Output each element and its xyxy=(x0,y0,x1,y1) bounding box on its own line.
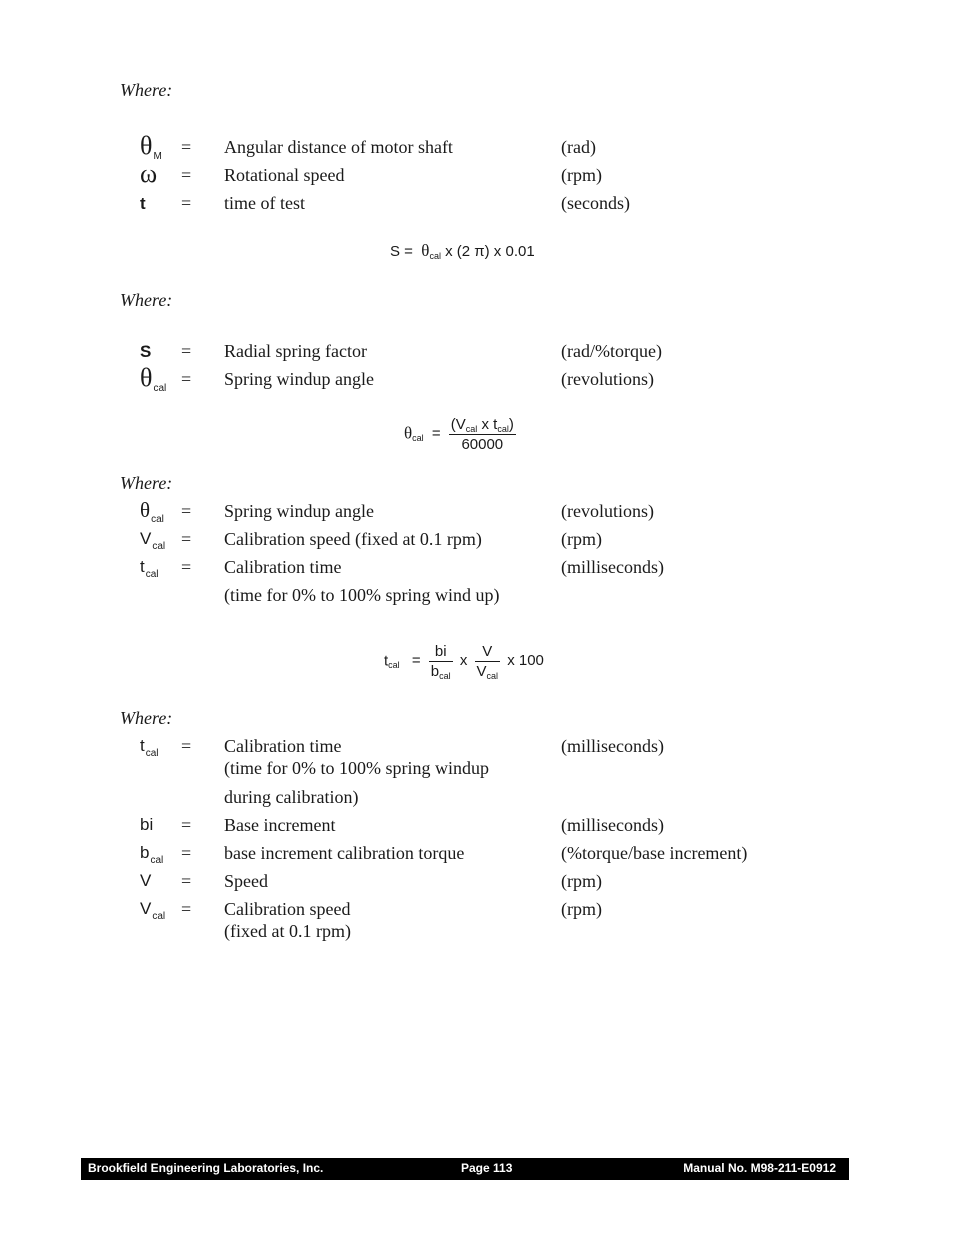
page-footer xyxy=(81,1158,849,1180)
fraction: $\frac{V}{V_{cal}}$ xyxy=(476,643,499,681)
unit-text: (revolutions) xyxy=(561,501,654,521)
where-label-2: Where: xyxy=(120,290,173,310)
definition-continuation: (time for 0% to 100% spring wind up) xyxy=(224,585,500,605)
definition-text: Calibration time xyxy=(224,557,342,577)
unit-text: (rad/%torque) xyxy=(561,341,662,361)
equals-sign: = xyxy=(181,341,192,361)
formula-spring-factor: $S = \theta_{cal}$ x (2 π) x 0.01 xyxy=(390,241,535,261)
equals-sign: = xyxy=(181,165,192,185)
definition-text: Calibration speed (fixed at 0.1 rpm) xyxy=(224,529,482,549)
where-label-4: Where: xyxy=(120,708,173,728)
fraction: $\frac{(V_{cal} x t_{cal})}{60000}$ xyxy=(450,416,514,453)
t-cal-symbol: $t_{cal}$ xyxy=(140,736,159,759)
footer-page-number: Page 113 xyxy=(461,1161,513,1175)
equals-sign: = xyxy=(181,193,192,213)
equals-sign: = xyxy=(181,557,192,577)
formula-calibration-time: $t_{cal}$ = $\frac{bi}{b_{cal}}$ x $\frac{V}{V_{cal}}$ x 100 xyxy=(384,643,544,681)
equals-sign: = xyxy=(181,501,192,521)
definition-continuation: (time for 0% to 100% spring windup xyxy=(224,758,489,778)
definition-text: Rotational speed xyxy=(224,165,345,185)
unit-text: (rpm) xyxy=(561,529,602,549)
unit-text: (milliseconds) xyxy=(561,557,664,577)
bi-symbol: bi xyxy=(140,815,154,834)
unit-text: (revolutions) xyxy=(561,369,654,389)
footer-company: Brookfield Engineering Laboratories, Inc. xyxy=(88,1161,324,1175)
theta-m-symbol: θM xyxy=(140,131,162,162)
equals-sign: = xyxy=(181,815,192,835)
unit-text: (%torque/base increment) xyxy=(561,843,748,863)
definition-text: Base increment xyxy=(224,815,336,835)
equals-sign: = xyxy=(181,871,192,891)
where-label-3: Where: xyxy=(120,473,173,493)
definition-text: Angular distance of motor shaft xyxy=(224,137,453,157)
equals-sign: = xyxy=(181,369,192,389)
definition-text: Calibration speed xyxy=(224,899,351,919)
fraction: $\frac{bi}{b_{cal}}$ xyxy=(430,643,451,681)
unit-text: (milliseconds) xyxy=(561,815,664,835)
theta-cal-symbol: θcal xyxy=(140,363,167,394)
equals-sign: = xyxy=(181,529,192,549)
t-symbol: t xyxy=(140,194,146,213)
definition-text: Spring windup angle xyxy=(224,501,374,521)
unit-text: (rpm) xyxy=(561,165,602,185)
unit-text: (rad) xyxy=(561,137,596,157)
theta-cal-symbol: $\theta_{cal}$ xyxy=(140,498,164,525)
definition-continuation: (fixed at 0.1 rpm) xyxy=(224,921,351,941)
definition-text: base increment calibration torque xyxy=(224,843,465,863)
definition-continuation: during calibration) xyxy=(224,787,359,807)
equals-sign: = xyxy=(181,843,192,863)
equals-sign: = xyxy=(181,899,192,919)
where-label-1: Where: xyxy=(120,80,173,100)
equals-sign: = xyxy=(181,137,192,157)
v-cal-symbol: $V_{cal}$ xyxy=(140,529,166,552)
definition-text: Speed xyxy=(224,871,268,891)
definition-text: Spring windup angle xyxy=(224,369,374,389)
v-cal-symbol: $V_{cal}$ xyxy=(140,899,166,922)
omega-symbol: ω xyxy=(140,159,158,188)
unit-text: (seconds) xyxy=(561,193,630,213)
unit-text: (rpm) xyxy=(561,871,602,891)
footer-manual-number: Manual No. M98-211-E0912 xyxy=(683,1161,836,1175)
formula-windup-angle: $\theta_{cal}$ = $\frac{(V_{cal} x t_{cal})}{60000}$ xyxy=(404,416,514,453)
t-cal-symbol: $t_{cal}$ xyxy=(140,557,159,580)
definition-text: Radial spring factor xyxy=(224,341,367,361)
unit-text: (rpm) xyxy=(561,899,602,919)
b-cal-symbol: $b_{cal}$ xyxy=(140,843,164,866)
definition-text: Calibration time xyxy=(224,736,342,756)
equals-sign: = xyxy=(181,736,192,756)
unit-text: (milliseconds) xyxy=(561,736,664,756)
s-symbol: S xyxy=(140,342,152,361)
v-symbol: V xyxy=(140,871,152,890)
definition-text: time of test xyxy=(224,193,305,213)
